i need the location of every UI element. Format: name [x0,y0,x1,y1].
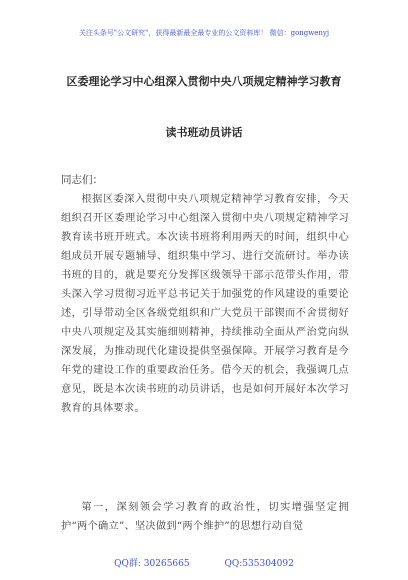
body-paragraph: 第一，深刻领会学习教育的政治性，切实增强坚定拥护“两个确立”、坚决做到“两个维护”的思想行动自觉 [61,502,349,532]
greeting: 同志们： [61,174,103,186]
footer-qq: QQ:535304092 [224,559,294,569]
footer-qq-group: QQ群: 30265665 [114,559,190,569]
header-note: 关注头条号"公文研究"，获得最新最全最专业的公文资料库！ 微信：gongwenyj [78,29,330,37]
document-title: 区委理论学习中心组深入贯彻中央八项规定精神学习教育 [66,75,342,88]
body-paragraph: 根据区委深入贯彻中央八项规定精神学习教育安排，今天组织召开区委理论学习中心组深入贯彻中央八项规定精神学习教育读书班开班式。本次读书班将利用两天的时间，组织中心组成员开展专题辅导、组织集中学习、进行交流研讨。举办读书班的目的，就是要充分发挥区级领导干部示范带头作用，带头深入学习贯彻习近平总书记关于加强党的作风建设的重要论述，引导带动全区各级党组织和广大党员干部锲而不舍贯彻好中央八项规定及其实施细则精神，持续推动全面从严治党向纵深发展，为推动现代化建设提供坚强保障。开展学习教育是今年党的建设工作的重要政治任务。借今天的机会，我强调几点意见，既是本次读书班的动员讲话，也是如何开展好本次学习教育的具体要求。 [61,194,349,414]
footer-contact [0,556,408,569]
document-subtitle: 读书班动员讲话 [165,126,243,139]
